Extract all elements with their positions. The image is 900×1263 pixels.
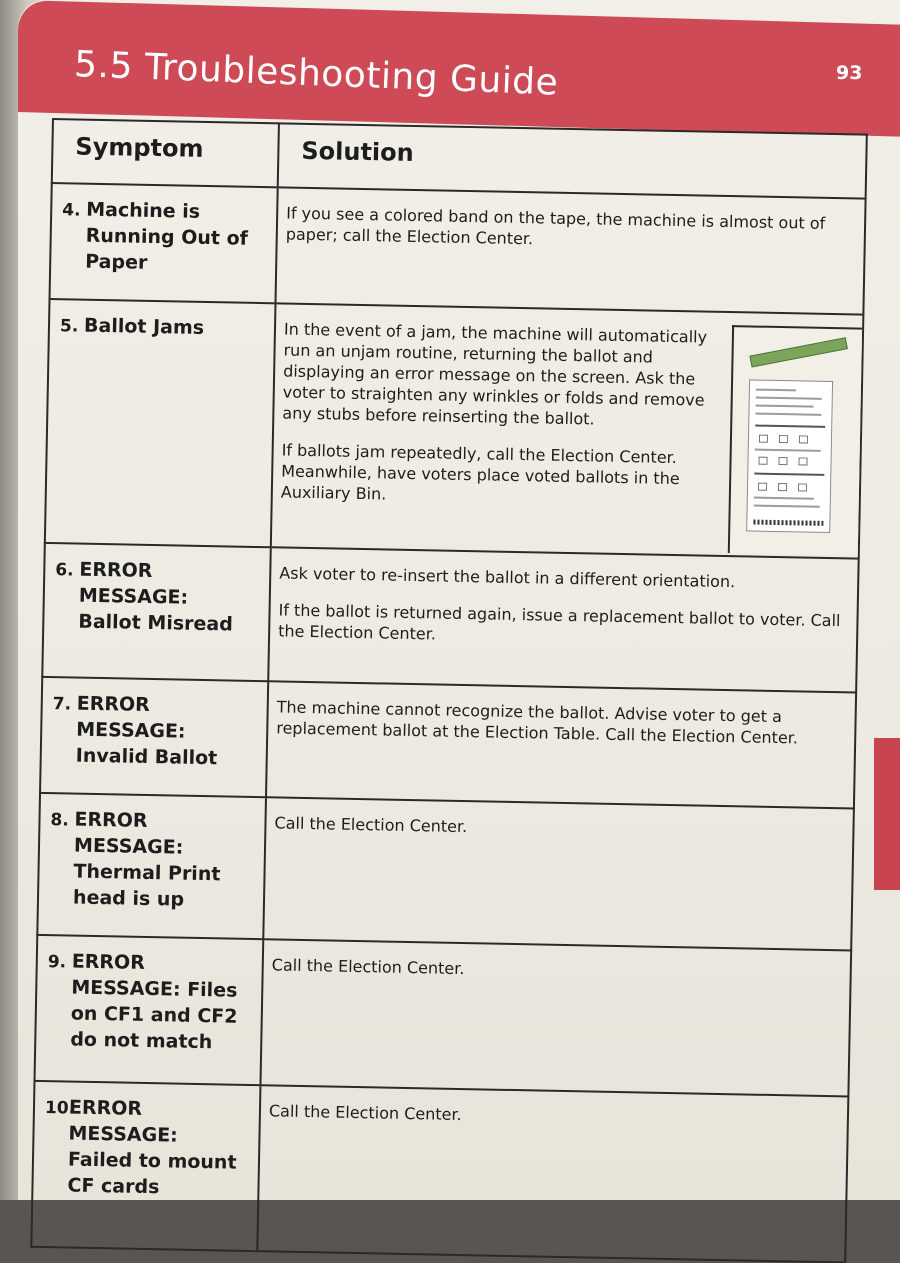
symptom-cell bbox=[45, 299, 276, 547]
ballot-image bbox=[746, 379, 833, 533]
ballot-illustration bbox=[728, 325, 862, 555]
row-number: 6. bbox=[55, 560, 74, 581]
symptom-cell bbox=[37, 793, 266, 939]
solution-cell bbox=[268, 547, 858, 692]
row-number: 9. bbox=[47, 952, 67, 973]
section-tab bbox=[874, 738, 900, 890]
page-number: 93 bbox=[836, 62, 863, 84]
solution-text: The machine cannot recognize the ballot. Advise voter to get a replacement ballot at the Election Table. Call the Election Center. bbox=[276, 697, 799, 748]
solution-text: Call the Election Center. bbox=[274, 813, 468, 837]
solution-text: If the ballot is returned again, issue a replacement ballot to voter. Call the Election Center. bbox=[278, 600, 841, 644]
solution-text: If you see a colored band on the tape, the machine is almost out of paper; call the Election Center. bbox=[285, 203, 826, 249]
solution-text: Call the Election Center. bbox=[268, 1101, 462, 1125]
solution-cell bbox=[271, 303, 864, 558]
column-header-symptom: Symptom bbox=[52, 119, 279, 187]
symptom-cell bbox=[50, 183, 278, 303]
table-row bbox=[35, 935, 852, 1097]
symptom-text: ERROR MESSAGE: Failed to mount CF cards bbox=[67, 1096, 237, 1199]
solution-text: Call the Election Center. bbox=[271, 955, 465, 979]
table-row bbox=[31, 1081, 848, 1263]
row-number: 7. bbox=[52, 694, 72, 715]
table-row bbox=[50, 183, 866, 315]
symptom-cell bbox=[31, 1081, 260, 1251]
column-header-solution: Solution bbox=[278, 123, 867, 198]
symptom-text: Machine is Running Out of Paper bbox=[85, 198, 249, 274]
symptom-text: ERROR MESSAGE: Invalid Ballot bbox=[75, 692, 218, 770]
solution-cell bbox=[260, 939, 851, 1096]
troubleshooting-table-wrapper bbox=[32, 118, 866, 1199]
table-row bbox=[37, 793, 854, 951]
symptom-cell bbox=[42, 543, 271, 681]
symptom-text: ERROR MESSAGE: Thermal Print head is up bbox=[72, 808, 221, 911]
troubleshooting-table bbox=[30, 118, 868, 1263]
receipt-tape-image bbox=[749, 337, 848, 367]
solution-text: If ballots jam repeatedly, call the Election Center. Meanwhile, have voters place voted ballots in the Auxiliary Bin. bbox=[280, 440, 680, 504]
row-number: 8. bbox=[50, 810, 70, 831]
row-number: 5. bbox=[59, 316, 79, 337]
solution-cell bbox=[266, 681, 856, 808]
page-title: 5.5 Troubleshooting Guide bbox=[73, 44, 559, 104]
solution-text: Ask voter to re-insert the ballot in a different orientation. bbox=[279, 563, 736, 592]
symptom-text: ERROR MESSAGE: Ballot Misread bbox=[78, 558, 234, 636]
row-number: 10. bbox=[44, 1098, 76, 1119]
solution-cell bbox=[275, 187, 865, 314]
solution-cell bbox=[257, 1085, 848, 1262]
solution-text: In the event of a jam, the machine will automatically run an unjam routine, returning the ballot and displaying an error message on the screen. Ask the voter to straighten any wrinkles or folds and remove any stubs before reinserting the ballot. bbox=[282, 319, 708, 429]
symptom-cell bbox=[35, 935, 264, 1085]
solution-cell bbox=[263, 797, 854, 950]
table-row bbox=[42, 543, 858, 693]
row-number: 4. bbox=[62, 200, 81, 221]
symptom-text: Ballot Jams bbox=[83, 314, 205, 339]
table-row bbox=[40, 677, 856, 809]
table-row bbox=[45, 299, 864, 559]
symptom-cell bbox=[40, 677, 268, 797]
symptom-text: ERROR MESSAGE: Files on CF1 and CF2 do not match bbox=[70, 950, 238, 1054]
